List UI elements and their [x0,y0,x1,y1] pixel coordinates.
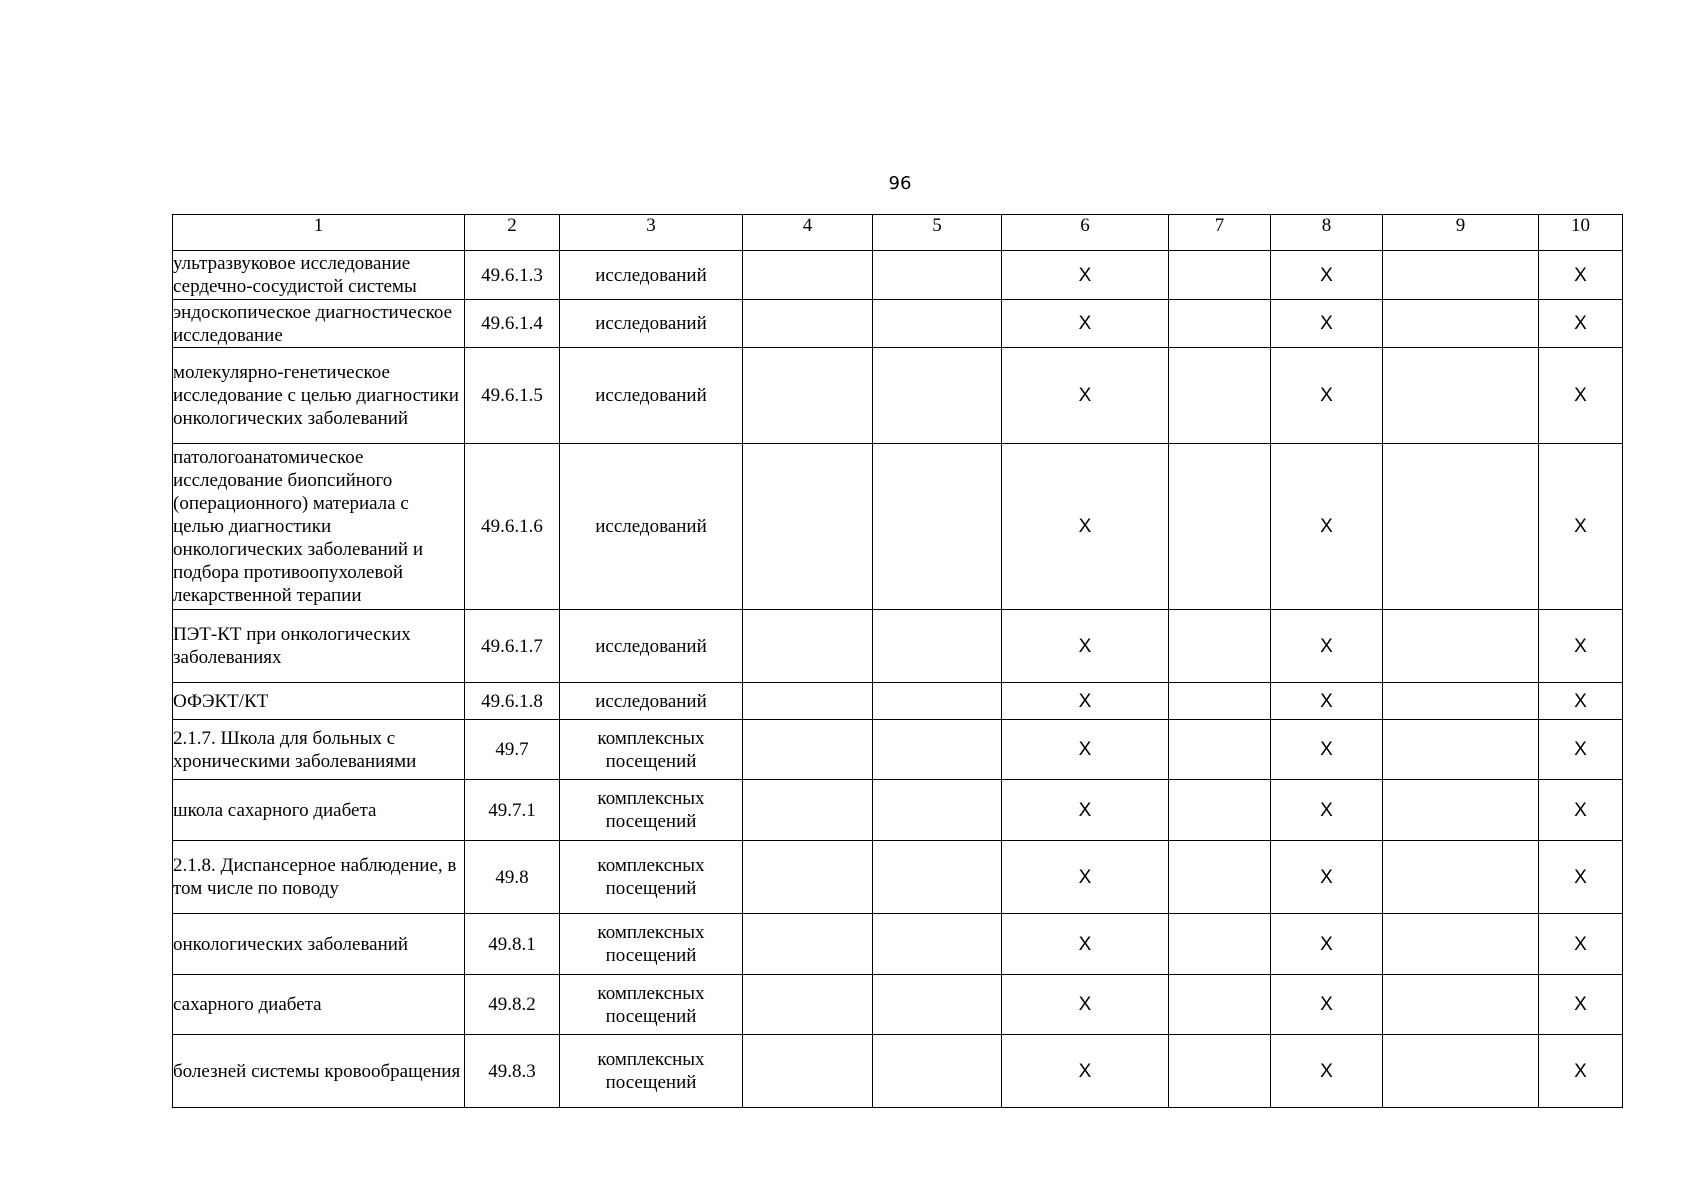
header-cell: 3 [560,215,743,251]
col4-cell [743,1035,873,1108]
col8-mark: X [1271,251,1383,300]
col4-cell [743,348,873,444]
row-unit-cell: исследований [560,300,743,348]
row-name-cell: 2.1.7. Школа для больных с хроническими заболеваниями [173,720,465,780]
col10-mark: X [1539,251,1623,300]
col6-mark: X [1002,300,1169,348]
row-code-cell: 49.8.3 [465,1035,560,1108]
col5-cell [873,300,1002,348]
row-code-cell: 49.8 [465,841,560,914]
col5-cell [873,348,1002,444]
table-row [173,914,1623,975]
col6-mark: X [1002,251,1169,300]
row-unit-cell: исследований [560,444,743,610]
table-row [173,444,1623,610]
col8-mark: X [1271,444,1383,610]
row-code-cell: 49.6.1.7 [465,610,560,683]
table-row [173,720,1623,780]
row-unit-cell: комплексных посещений [560,975,743,1035]
col9-cell [1383,300,1539,348]
col6-mark: X [1002,914,1169,975]
table-row [173,300,1623,348]
col6-mark: X [1002,720,1169,780]
col10-mark: X [1539,610,1623,683]
col5-cell [873,683,1002,720]
col10-mark: X [1539,300,1623,348]
col6-mark: X [1002,975,1169,1035]
col9-cell [1383,1035,1539,1108]
row-unit-cell: комплексных посещений [560,1035,743,1108]
row-unit-cell: исследований [560,683,743,720]
col4-cell [743,780,873,841]
col9-cell [1383,780,1539,841]
col7-cell [1169,300,1271,348]
row-code-cell: 49.6.1.8 [465,683,560,720]
header-cell: 6 [1002,215,1169,251]
col10-mark: X [1539,720,1623,780]
row-name-cell: эндоскопическое диагностическое исследование [173,300,465,348]
col5-cell [873,610,1002,683]
col8-mark: X [1271,841,1383,914]
col5-cell [873,841,1002,914]
col5-cell [873,914,1002,975]
table-row [173,780,1623,841]
col5-cell [873,780,1002,841]
row-code-cell: 49.6.1.4 [465,300,560,348]
col10-mark: X [1539,348,1623,444]
col7-cell [1169,444,1271,610]
col8-mark: X [1271,914,1383,975]
col5-cell [873,720,1002,780]
col10-mark: X [1539,841,1623,914]
col8-mark: X [1271,300,1383,348]
col7-cell [1169,975,1271,1035]
col5-cell [873,444,1002,610]
header-cell: 7 [1169,215,1271,251]
col10-mark: X [1539,975,1623,1035]
row-name-cell: болезней системы кровообращения [173,1035,465,1108]
row-name-cell: онкологических заболеваний [173,914,465,975]
row-unit-cell: исследований [560,251,743,300]
header-cell: 4 [743,215,873,251]
table-row [173,683,1623,720]
col7-cell [1169,1035,1271,1108]
col7-cell [1169,610,1271,683]
col4-cell [743,300,873,348]
col10-mark: X [1539,444,1623,610]
data-table [172,214,1623,1108]
row-unit-cell: комплексных посещений [560,841,743,914]
row-code-cell: 49.7.1 [465,780,560,841]
col8-mark: X [1271,1035,1383,1108]
col9-cell [1383,610,1539,683]
col8-mark: X [1271,780,1383,841]
col7-cell [1169,683,1271,720]
col9-cell [1383,914,1539,975]
header-cell: 9 [1383,215,1539,251]
row-code-cell: 49.6.1.3 [465,251,560,300]
row-code-cell: 49.6.1.5 [465,348,560,444]
row-unit-cell: комплексных посещений [560,914,743,975]
col7-cell [1169,914,1271,975]
row-name-cell: 2.1.8. Диспансерное наблюдение, в том числе по поводу [173,841,465,914]
col4-cell [743,683,873,720]
header-cell: 1 [173,215,465,251]
col6-mark: X [1002,444,1169,610]
col9-cell [1383,444,1539,610]
col6-mark: X [1002,610,1169,683]
col9-cell [1383,251,1539,300]
table-row [173,348,1623,444]
col8-mark: X [1271,975,1383,1035]
col6-mark: X [1002,780,1169,841]
col6-mark: X [1002,348,1169,444]
row-name-cell: сахарного диабета [173,975,465,1035]
col8-mark: X [1271,683,1383,720]
col7-cell [1169,720,1271,780]
table-row [173,251,1623,300]
row-name-cell: ПЭТ-КТ при онкологических заболеваниях [173,610,465,683]
table-row [173,975,1623,1035]
row-code-cell: 49.8.2 [465,975,560,1035]
col6-mark: X [1002,683,1169,720]
col5-cell [873,1035,1002,1108]
row-code-cell: 49.6.1.6 [465,444,560,610]
col9-cell [1383,720,1539,780]
col10-mark: X [1539,780,1623,841]
col6-mark: X [1002,841,1169,914]
row-code-cell: 49.8.1 [465,914,560,975]
header-cell: 5 [873,215,1002,251]
col4-cell [743,720,873,780]
header-cell: 2 [465,215,560,251]
row-name-cell: молекулярно-генетическое исследование с целью диагностики онкологических заболеваний [173,348,465,444]
col4-cell [743,914,873,975]
header-row [173,215,1623,251]
row-code-cell: 49.7 [465,720,560,780]
col7-cell [1169,348,1271,444]
col6-mark: X [1002,1035,1169,1108]
header-cell: 8 [1271,215,1383,251]
col8-mark: X [1271,348,1383,444]
row-unit-cell: комплексных посещений [560,720,743,780]
col7-cell [1169,780,1271,841]
col4-cell [743,975,873,1035]
table-row [173,610,1623,683]
col9-cell [1383,348,1539,444]
row-unit-cell: исследований [560,348,743,444]
col4-cell [743,444,873,610]
row-name-cell: ультразвуковое исследование сердечно-сосудистой системы [173,251,465,300]
header-cell: 10 [1539,215,1623,251]
row-unit-cell: исследований [560,610,743,683]
col10-mark: X [1539,1035,1623,1108]
col4-cell [743,251,873,300]
col8-mark: X [1271,610,1383,683]
table-row [173,841,1623,914]
page-number: 96 [888,173,912,194]
col9-cell [1383,975,1539,1035]
table-row [173,1035,1623,1108]
row-unit-cell: комплексных посещений [560,780,743,841]
col7-cell [1169,841,1271,914]
col4-cell [743,841,873,914]
col5-cell [873,251,1002,300]
col10-mark: X [1539,683,1623,720]
row-name-cell: патологоанатомическое исследование биопсийного (операционного) материала с целью диагностики онкологических заболеваний и подбора противоопухолевой лекарственной терапии [173,444,465,610]
col10-mark: X [1539,914,1623,975]
col4-cell [743,610,873,683]
col9-cell [1383,841,1539,914]
col8-mark: X [1271,720,1383,780]
row-name-cell: ОФЭКТ/КТ [173,683,465,720]
col5-cell [873,975,1002,1035]
col9-cell [1383,683,1539,720]
col7-cell [1169,251,1271,300]
row-name-cell: школа сахарного диабета [173,780,465,841]
